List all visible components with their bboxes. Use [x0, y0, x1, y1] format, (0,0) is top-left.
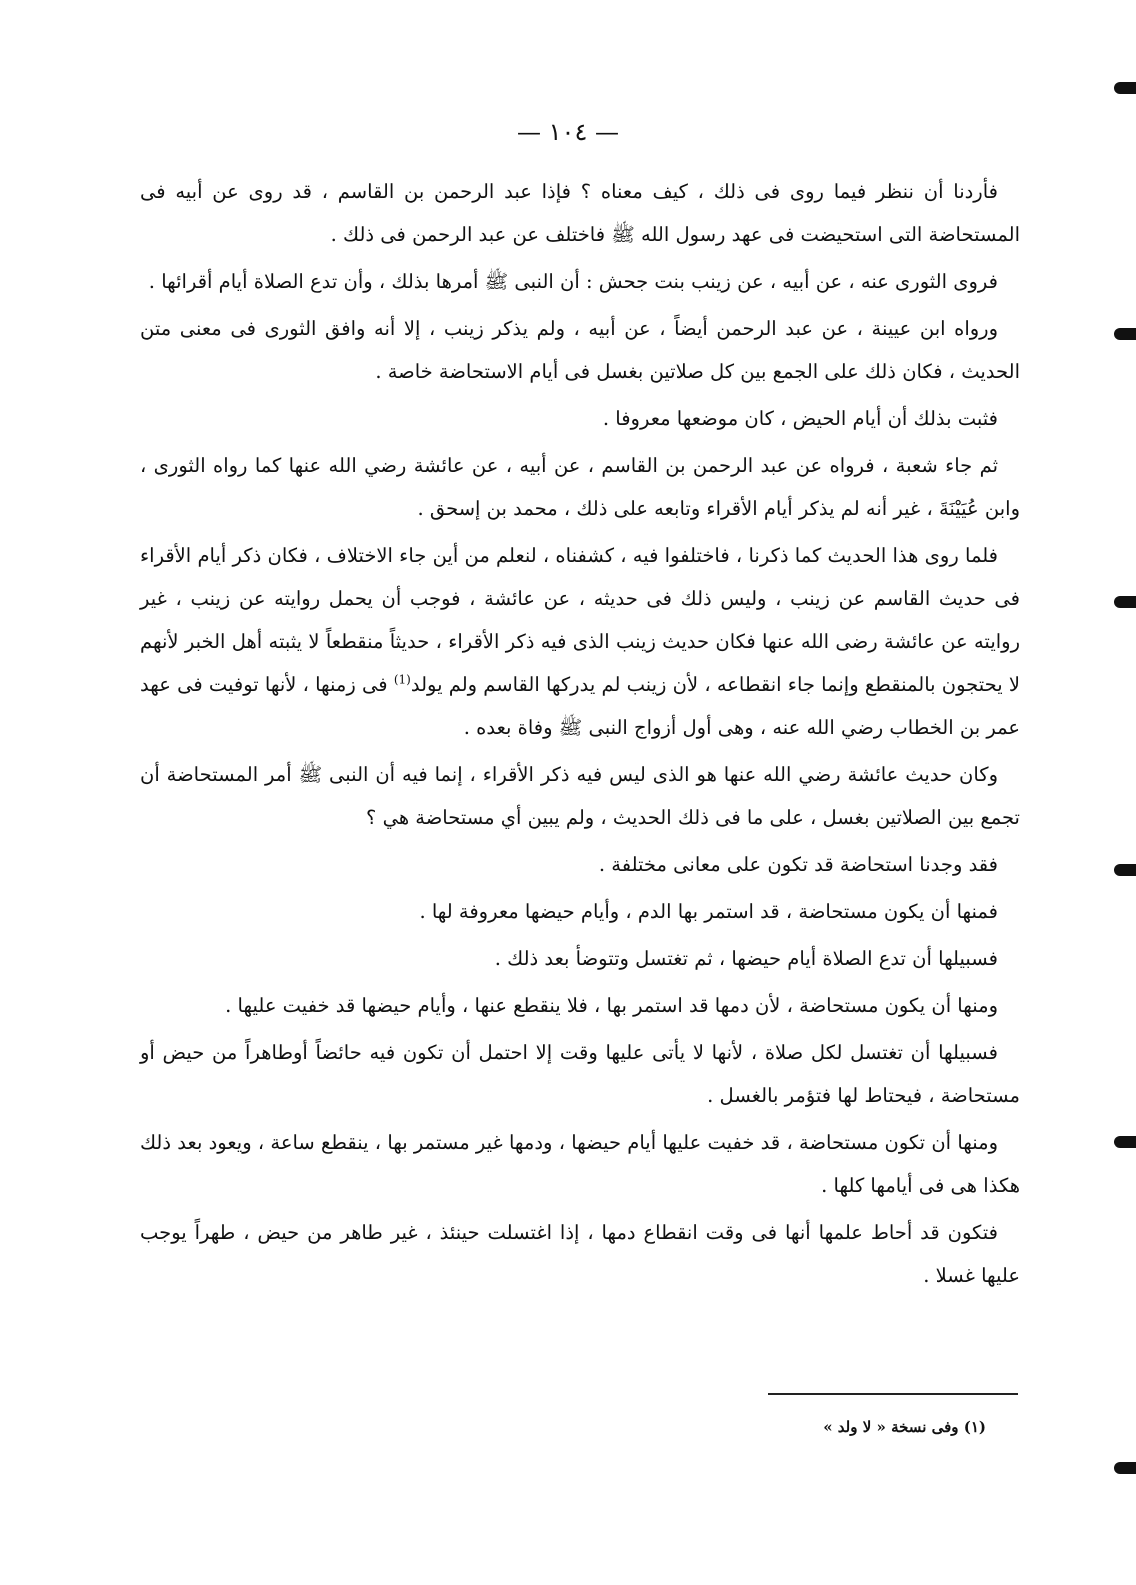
paragraph: فروى الثورى عنه ، عن أبيه ، عن زينب بنت جحش : أن النبى ﷺ أمرها بذلك ، وأن تدع الصلاة أيام أقرائها . [148, 270, 998, 293]
scan-edge-mark [1114, 1462, 1136, 1474]
footnote-divider [768, 1393, 1018, 1395]
paragraph: وكان حديث عائشة رضي الله عنها هو الذى ليس فيه ذكر الأقراء ، إنما فيه أن النبى ﷺ أمر المستحاضة أن تجمع بين الصلاتين بغسل ، على ما فى ذلك الحديث ، ولم يبين أي مستحاضة هي ؟ [140, 763, 1020, 829]
paragraph: ومنها أن يكون مستحاضة ، لأن دمها قد استمر بها ، فلا ينقطع عنها ، وأيام حيضها قد خفيت عليها . [225, 994, 998, 1017]
page-number: — ١٠٤ — [517, 118, 619, 146]
paragraph: ومنها أن تكون مستحاضة ، قد خفيت عليها أيام حيضها ، ودمها غير مستمر بها ، ينقطع ساعة ، ويعود بعد ذلك هكذا هى فى أيامها كلها . [140, 1131, 1020, 1197]
paragraph: فقد وجدنا استحاضة قد تكون على معانى مختلفة . [598, 853, 998, 876]
scan-edge-mark [1114, 82, 1136, 94]
paragraph: ثم جاء شعبة ، فرواه عن عبد الرحمن بن القاسم ، عن أبيه ، عن عائشة رضي الله عنها كما رواه الثورى ، وابن عُيَيْنَةَ ، غير أنه لم يذكر أيام الأقراء وتابعه على ذلك ، محمد بن إسحق . [140, 454, 1020, 520]
paragraph: فمنها أن يكون مستحاضة ، قد استمر بها الدم ، وأيام حيضها معروفة لها . [419, 900, 998, 923]
paragraph [140, 534, 1020, 749]
paragraph: فأردنا أن ننظر فيما روى فى ذلك ، كيف معناه ؟ فإذا عبد الرحمن بن القاسم ، قد روى عن أبيه فى المستحاضة التى استحيضت فى عهد رسول الله ﷺ فاختلف عن عبد الرحمن فى ذلك . [140, 180, 1020, 246]
paragraph: فثبت بذلك أن أيام الحيض ، كان موضعها معروفا . [602, 407, 998, 430]
footnote-marker: (1) [393, 672, 411, 687]
paragraph-text: فى زمنها ، لأنها توفيت فى عهد عمر بن الخطاب رضي الله عنه ، وهى أول أزواج النبى ﷺ وفاة بعده . [140, 673, 1020, 739]
paragraph-text: فلما روى هذا الحديث كما ذكرنا ، فاختلفوا فيه ، كشفناه ، لنعلم من أين جاء الاختلاف ، فكان ذكر أيام الأقراء فى حديث القاسم عن زينب ، وليس ذلك فى حديثه ، عن عائشة ، فوجب أن يحمل روايته عن زينب ، غير روايته عن عائشة رضى الله عنها فكان حديث زينب الذى فيه ذكر الأقراء ، حديثاً منقطعاً لا يثبته أهل الخبر لأنهم لا يحتجون بالمنقطع وإنما جاء انقطاعه ، لأن زينب لم يدركها القاسم ولم يولد [140, 544, 1020, 696]
paragraph: ورواه ابن عيينة ، عن عبد الرحمن أيضاً ، عن أبيه ، ولم يذكر زينب ، إلا أنه وافق الثورى فى معنى متن الحديث ، فكان ذلك على الجمع بين كل صلاتين بغسل فى أيام الاستحاضة خاصة . [140, 317, 1020, 383]
scan-edge-mark [1114, 328, 1136, 340]
paragraph: فسبيلها أن تغتسل لكل صلاة ، لأنها لا يأتى عليها وقت إلا احتمل أن تكون فيه حائضاً أوطاهراً من حيض أو مستحاضة ، فيحتاط لها فتؤمر بالغسل . [140, 1041, 1020, 1107]
scan-edge-mark [1114, 596, 1136, 608]
footnote: (١) وفى نسخة « لا ولد » [823, 1418, 986, 1436]
body-text [140, 170, 1020, 1301]
paragraph: فسبيلها أن تدع الصلاة أيام حيضها ، ثم تغتسل وتتوضأ بعد ذلك . [494, 947, 998, 970]
scan-edge-mark [1114, 864, 1136, 876]
scan-edge-mark [1114, 1136, 1136, 1148]
paragraph: فتكون قد أحاط علمها أنها فى وقت انقطاع دمها ، إذا اغتسلت حينئذ ، غير طاهر من حيض ، طهراً يوجب عليها غسلا . [140, 1221, 1020, 1287]
